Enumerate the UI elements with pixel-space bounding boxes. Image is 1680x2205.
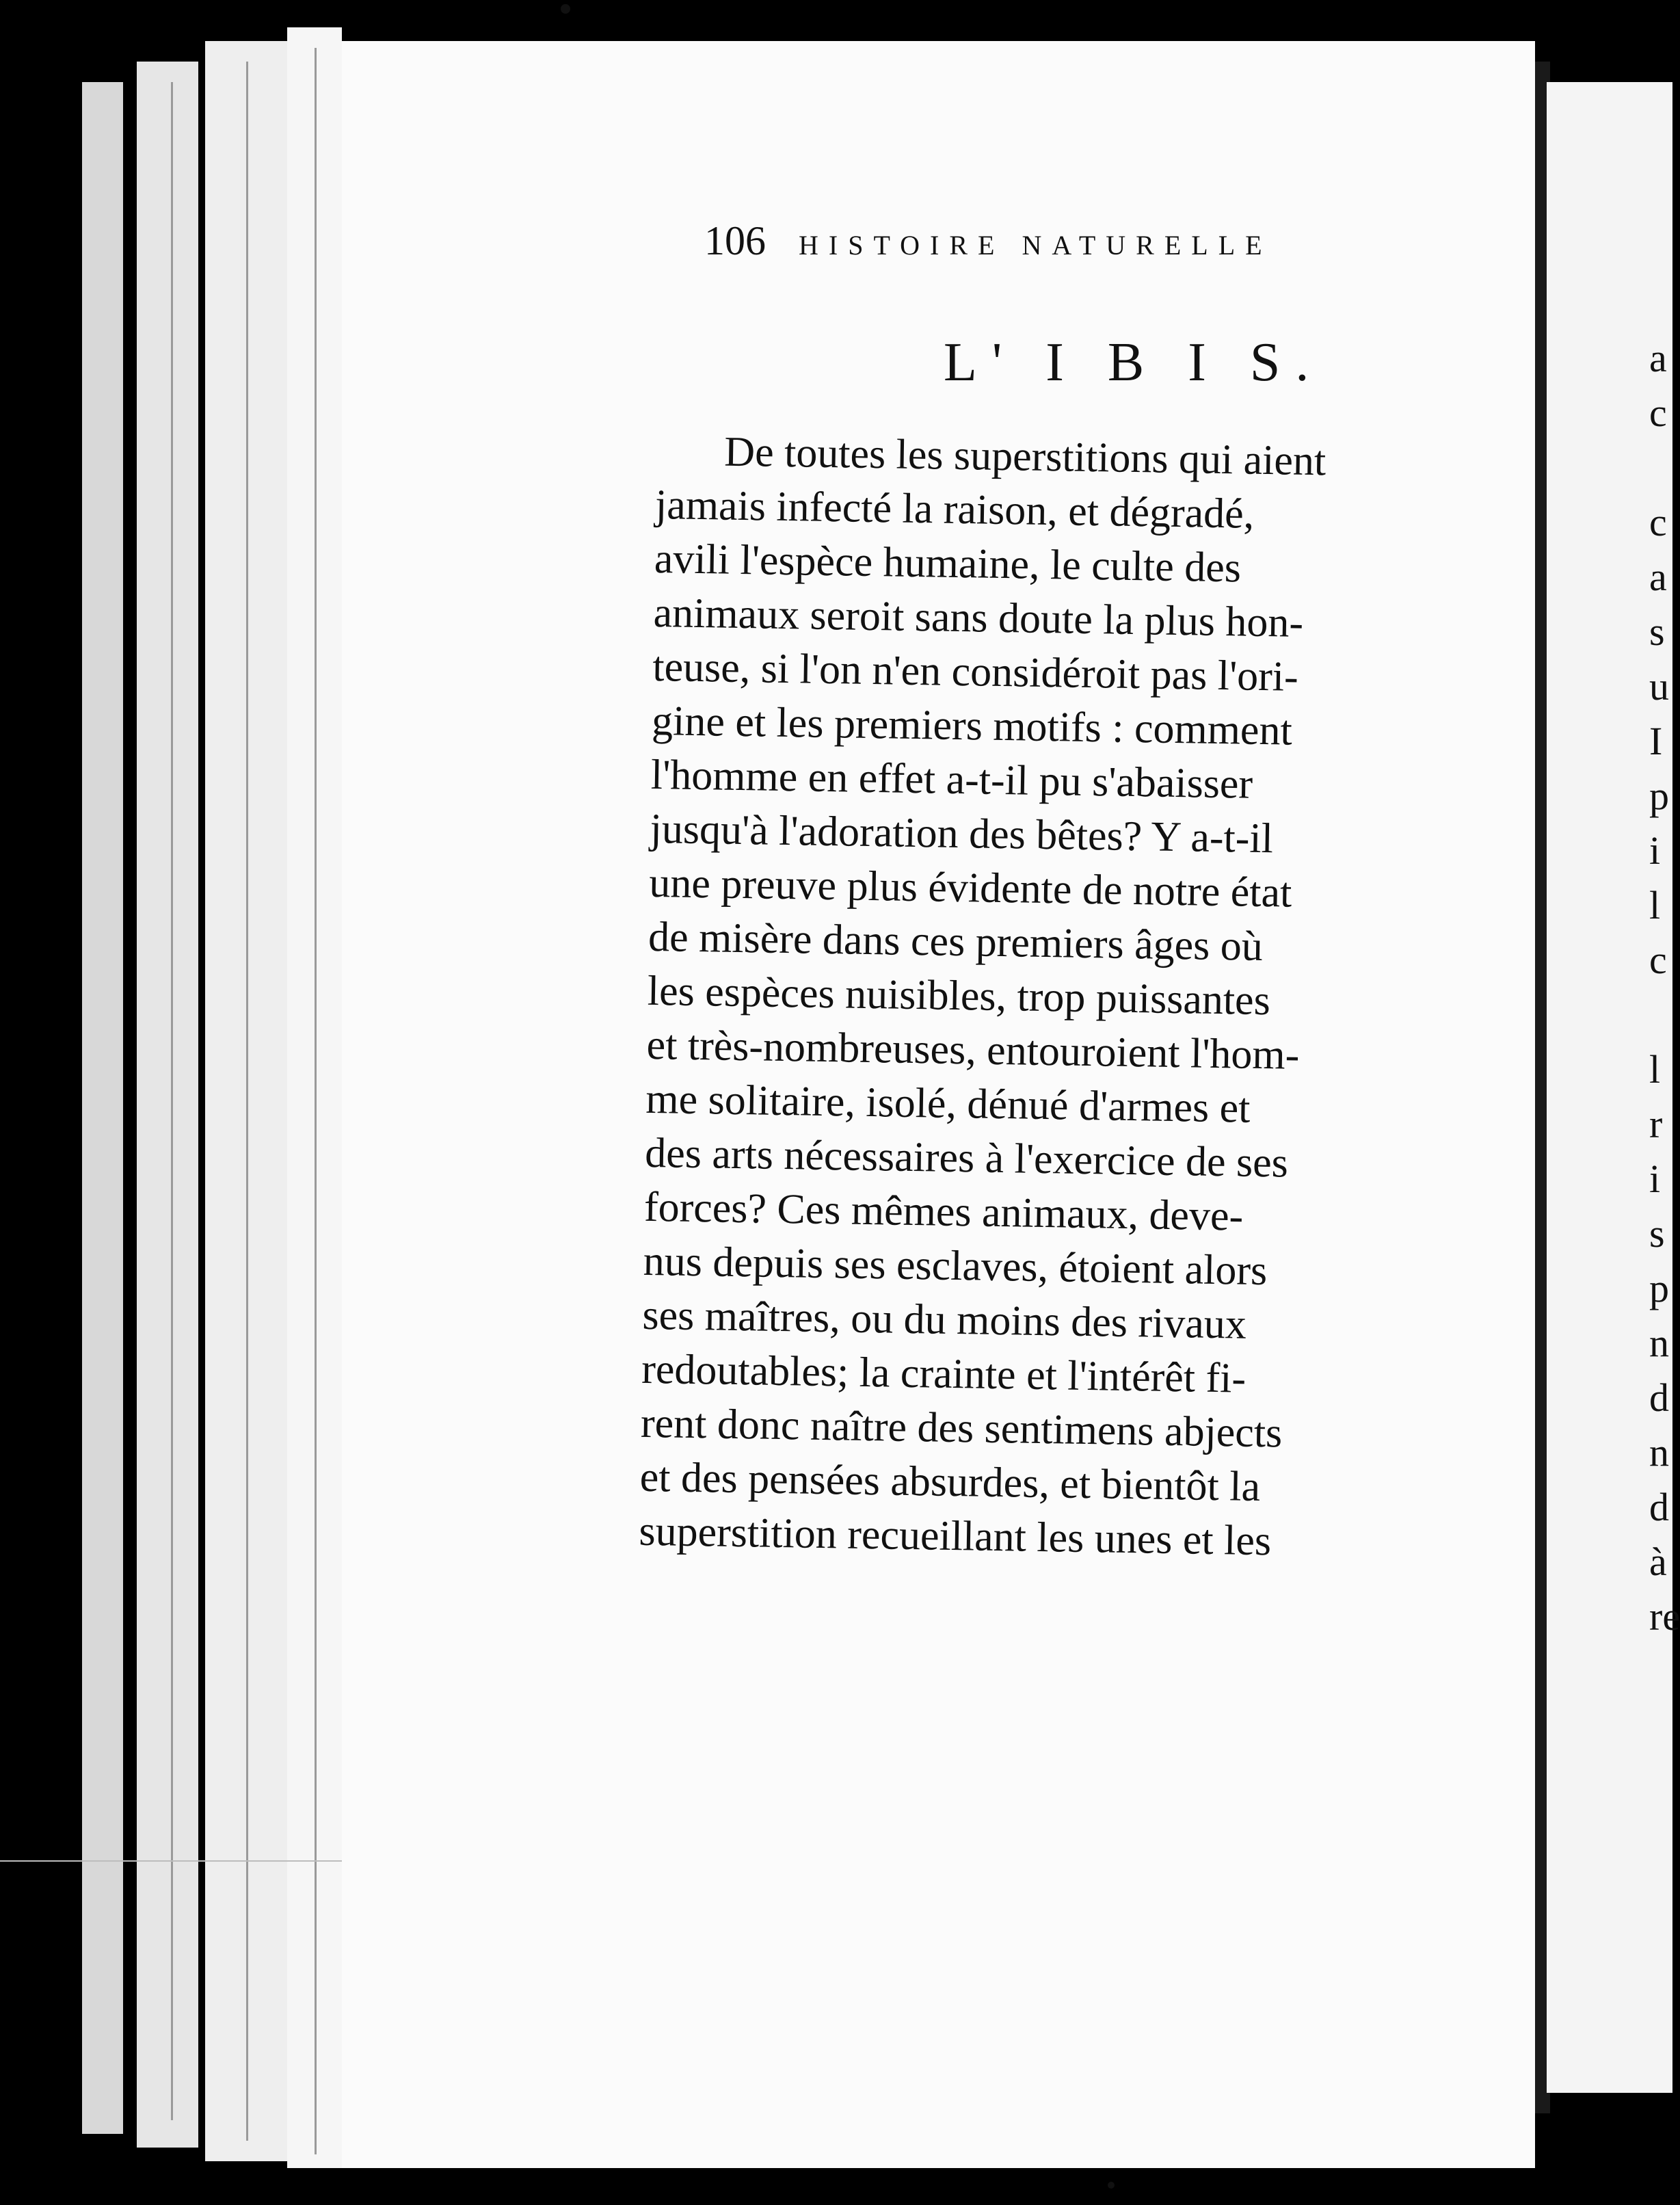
text-line: redoutables; la crainte et l'intérêt fi- bbox=[641, 1345, 1246, 1402]
text-line: forces? Ces mêmes animaux, deve- bbox=[643, 1183, 1244, 1240]
text-line: rent donc naître des sentimens abjects bbox=[640, 1399, 1283, 1457]
text-line: ses maîtres, ou du moins des rivaux bbox=[641, 1291, 1247, 1348]
facing-page-letter: c bbox=[1649, 938, 1667, 982]
text-line: De toutes les superstitions qui aient bbox=[723, 428, 1326, 485]
page-edge-line bbox=[315, 48, 317, 2154]
chapter-title: L' I B I S. bbox=[944, 332, 1324, 393]
facing-page-letter: u bbox=[1649, 664, 1669, 709]
text-line: animaux seroit sans doute la plus hon- bbox=[653, 589, 1304, 646]
facing-page-letter: s bbox=[1649, 609, 1665, 654]
facing-page-letter: d bbox=[1649, 1485, 1669, 1529]
text-line: une preuve plus évidente de notre état bbox=[648, 859, 1292, 916]
text-line: avili l'espèce humaine, le culte des bbox=[654, 535, 1242, 592]
page-header bbox=[704, 217, 1374, 265]
text-line: teuse, si l'on n'en considéroit pas l'ori- bbox=[652, 643, 1299, 700]
facing-page-letter: n bbox=[1649, 1321, 1669, 1365]
facing-page-letter: c bbox=[1649, 500, 1667, 544]
page-stack-edge bbox=[137, 62, 198, 2148]
text-line: de misère dans ces premiers âges où bbox=[648, 913, 1264, 971]
page-number: 106 bbox=[704, 218, 766, 263]
text-line: les espèces nuisibles, trop puissantes bbox=[647, 967, 1271, 1025]
facing-page-letter: l bbox=[1649, 883, 1661, 927]
facing-page-letter: d bbox=[1649, 1375, 1669, 1420]
text-line: superstition recueillant les unes et les bbox=[639, 1507, 1272, 1565]
facing-page-letter: c bbox=[1649, 391, 1667, 435]
text-line: gine et les premiers motifs : comment bbox=[651, 697, 1293, 754]
text-line: nus depuis ses esclaves, étoient alors bbox=[643, 1237, 1268, 1295]
text-line: des arts nécessaires à l'exercice de ses bbox=[644, 1129, 1289, 1187]
page-stack-edge bbox=[82, 82, 123, 2134]
facing-page-letter: p bbox=[1649, 1266, 1669, 1310]
text-line: jusqu'à l'adoration des bêtes? Y a-t-il bbox=[650, 805, 1274, 862]
text-line: et très-nombreuses, entouroient l'hom- bbox=[646, 1021, 1300, 1079]
facing-page-letter: a bbox=[1649, 555, 1667, 599]
facing-page-letter: re bbox=[1649, 1594, 1680, 1639]
facing-page-letter: I bbox=[1649, 719, 1663, 763]
facing-page-letter: n bbox=[1649, 1430, 1669, 1475]
facing-page-letter: l bbox=[1649, 1047, 1661, 1092]
facing-page-letter: à bbox=[1649, 1540, 1667, 1584]
page-edge-line bbox=[246, 62, 248, 2141]
facing-page-letter: r bbox=[1649, 1102, 1663, 1146]
text-line: l'homme en effet a-t-il pu s'abaisser bbox=[650, 751, 1253, 808]
body-text bbox=[639, 424, 1477, 1572]
page-edge-line bbox=[171, 82, 173, 2120]
scan-artifact-line bbox=[0, 1860, 342, 1862]
running-head: HISTOIRE NATURELLE bbox=[799, 230, 1272, 261]
text-line: et des pensées absurdes, et bientôt la bbox=[639, 1453, 1261, 1511]
facing-page-letter: p bbox=[1649, 774, 1669, 818]
facing-page-letter: i bbox=[1649, 1157, 1661, 1201]
scan-speck bbox=[561, 4, 570, 14]
facing-page-letter: a bbox=[1649, 336, 1667, 380]
text-line: me solitaire, isolé, dénué d'armes et bbox=[645, 1075, 1251, 1132]
scan-speck bbox=[1108, 2182, 1115, 2189]
facing-page-letter: i bbox=[1649, 828, 1661, 873]
text-line: jamais infecté la raison, et dégradé, bbox=[654, 481, 1255, 538]
facing-page-letter: s bbox=[1649, 1211, 1665, 1256]
